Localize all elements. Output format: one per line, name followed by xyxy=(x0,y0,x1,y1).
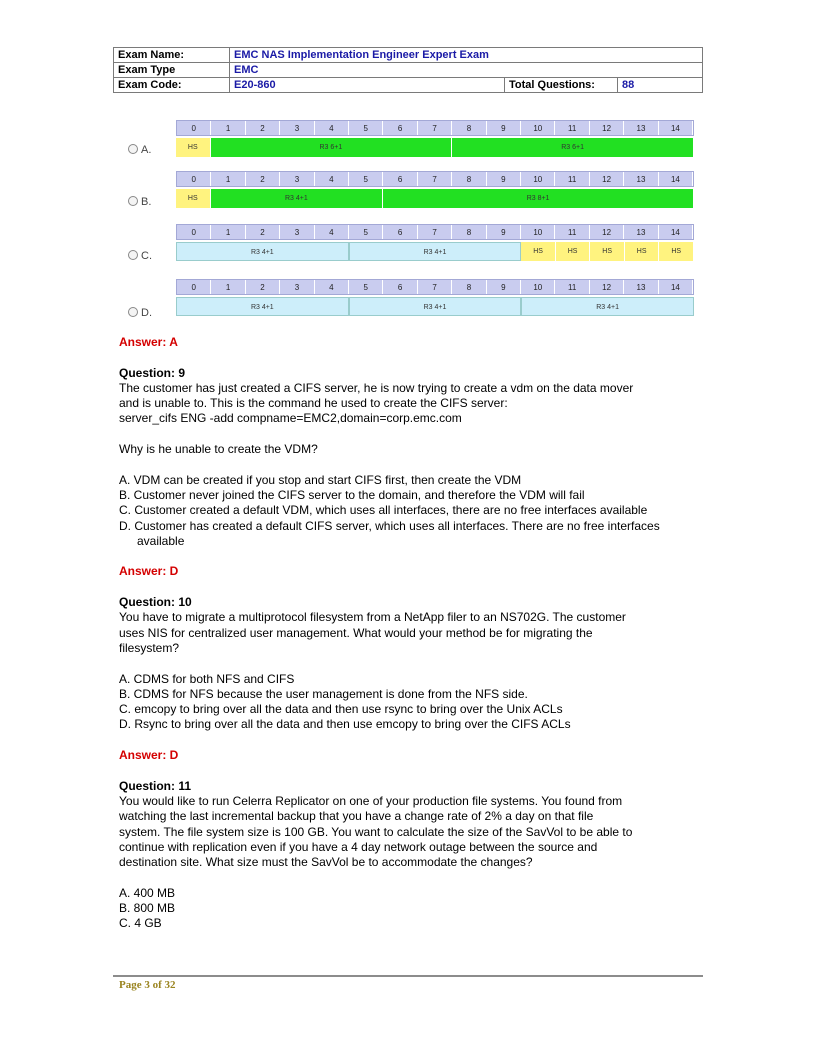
disk-number-cell: 5 xyxy=(349,121,383,135)
disk-number-cell: 6 xyxy=(383,172,417,186)
option-a-radio[interactable] xyxy=(128,144,151,156)
raid-layout-diagram-b xyxy=(176,171,694,208)
question-10-line-2: uses NIS for centralized user management. What would your method be for migrating the xyxy=(119,625,593,640)
hot-spare-segment: HS xyxy=(590,242,625,261)
exam-header-table xyxy=(113,47,703,93)
question-10-option-a: A. CDMS for both NFS and CIFS xyxy=(119,671,295,686)
disk-number-cell: 8 xyxy=(452,172,486,186)
raid-group-segment: R3 4+1 xyxy=(176,297,349,316)
raid-group-segment: R3 4+1 xyxy=(521,297,694,316)
disk-number-cell: 1 xyxy=(211,280,245,294)
raid-group-row xyxy=(176,297,694,316)
disk-number-cell: 6 xyxy=(383,225,417,239)
disk-number-cell: 4 xyxy=(315,225,349,239)
disk-number-cell: 2 xyxy=(246,121,280,135)
disk-number-cell: 7 xyxy=(418,225,452,239)
raid-group-segment: R3 4+1 xyxy=(349,297,522,316)
raid-layout-diagram-a xyxy=(176,120,694,157)
question-10-option-d: D. Rsync to bring over all the data and then use emcopy to bring over the CIFS ACLs xyxy=(119,717,571,732)
disk-number-cell: 4 xyxy=(315,172,349,186)
disk-number-cell: 13 xyxy=(624,280,658,294)
question-11-title: Question: 11 xyxy=(119,778,192,793)
raid-group-segment: R3 6+1 xyxy=(452,138,694,157)
disk-number-cell: 12 xyxy=(590,225,624,239)
disk-number-cell: 12 xyxy=(590,280,624,294)
question-10-line-1: You have to migrate a multiprotocol filesystem from a NetApp filer to an NS702G. The customer xyxy=(119,610,626,625)
answer-10: Answer: D xyxy=(119,748,179,763)
disk-number-cell: 9 xyxy=(487,280,521,294)
option-d-label: D. xyxy=(141,307,152,319)
answer-9: Answer: D xyxy=(119,564,179,579)
raid-group-row xyxy=(176,189,694,208)
question-11-line-2: watching the last incremental backup that you have a change rate of 2% a day on that file xyxy=(119,809,594,824)
disk-number-cell: 7 xyxy=(418,172,452,186)
disk-number-cell: 6 xyxy=(383,121,417,135)
question-10-title: Question: 10 xyxy=(119,595,192,610)
disk-number-cell: 10 xyxy=(521,172,555,186)
disk-number-cell: 0 xyxy=(177,121,211,135)
hot-spare-segment: HS xyxy=(625,242,660,261)
disk-number-cell: 11 xyxy=(555,172,589,186)
question-10-line-3: filesystem? xyxy=(119,640,180,655)
disk-number-cell: 14 xyxy=(659,121,693,135)
hot-spare-segment: HS xyxy=(521,242,556,261)
question-9-title: Question: 9 xyxy=(119,365,186,380)
disk-number-cell: 1 xyxy=(211,121,245,135)
question-9-ask: Why is he unable to create the VDM? xyxy=(119,442,318,457)
disk-number-cell: 7 xyxy=(418,280,452,294)
radio-icon xyxy=(128,196,138,206)
question-11-option-a: A. 400 MB xyxy=(119,885,176,900)
question-9-line-1: The customer has just created a CIFS server, he is now trying to create a vdm on the data mover xyxy=(119,380,634,395)
hot-spare-segment: HS xyxy=(176,138,211,157)
disk-number-row xyxy=(176,120,694,136)
disk-number-cell: 13 xyxy=(624,172,658,186)
raid-layout-diagram-d xyxy=(176,279,694,316)
radio-icon xyxy=(128,250,138,260)
raid-group-row xyxy=(176,242,694,261)
disk-number-cell: 11 xyxy=(555,280,589,294)
footer-divider xyxy=(113,975,703,977)
option-c-radio[interactable] xyxy=(128,250,152,262)
question-11-line-3: system. The file system size is 100 GB. You want to calculate the size of the SavVol to be able to xyxy=(119,824,633,839)
radio-icon xyxy=(128,144,138,154)
exam-code-label: Exam Code: xyxy=(114,78,230,93)
disk-number-cell: 10 xyxy=(521,225,555,239)
disk-number-cell: 5 xyxy=(349,225,383,239)
disk-number-cell: 13 xyxy=(624,225,658,239)
disk-number-cell: 2 xyxy=(246,280,280,294)
question-10-option-b: B. CDMS for NFS because the user management is done from the NFS side. xyxy=(119,686,528,701)
total-questions-label: Total Questions: xyxy=(505,78,618,93)
question-body xyxy=(119,335,703,932)
disk-number-cell: 3 xyxy=(280,172,314,186)
disk-number-cell: 1 xyxy=(211,225,245,239)
radio-icon xyxy=(128,307,138,317)
disk-number-cell: 0 xyxy=(177,225,211,239)
question-9-option-c: C. Customer created a default VDM, which uses all interfaces, there are no free interfaces available xyxy=(119,503,648,518)
disk-number-cell: 0 xyxy=(177,172,211,186)
raid-group-segment: R3 4+1 xyxy=(176,242,349,261)
question-11-line-4: continue with replication even if you have a 4 day network outage between the source and xyxy=(119,839,598,854)
disk-number-cell: 14 xyxy=(659,280,693,294)
disk-number-cell: 3 xyxy=(280,280,314,294)
hot-spare-segment: HS xyxy=(556,242,591,261)
disk-number-cell: 11 xyxy=(555,121,589,135)
disk-number-cell: 11 xyxy=(555,225,589,239)
disk-number-cell: 8 xyxy=(452,225,486,239)
disk-number-cell: 9 xyxy=(487,172,521,186)
exam-type-label: Exam Type xyxy=(114,63,230,78)
disk-number-cell: 1 xyxy=(211,172,245,186)
hot-spare-segment: HS xyxy=(176,189,211,208)
disk-number-cell: 12 xyxy=(590,121,624,135)
disk-number-cell: 4 xyxy=(315,280,349,294)
question-11-line-1: You would like to run Celerra Replicator on one of your production file systems. You found from xyxy=(119,793,623,808)
raid-layout-diagram-c xyxy=(176,224,694,261)
option-b-radio[interactable] xyxy=(128,196,151,208)
disk-number-cell: 14 xyxy=(659,225,693,239)
question-11-option-b: B. 800 MB xyxy=(119,900,176,915)
question-9-option-a: A. VDM can be created if you stop and start CIFS first, then create the VDM xyxy=(119,472,522,487)
disk-number-cell: 13 xyxy=(624,121,658,135)
disk-number-cell: 2 xyxy=(246,225,280,239)
disk-number-cell: 4 xyxy=(315,121,349,135)
total-questions-value: 88 xyxy=(618,78,703,93)
disk-number-row xyxy=(176,224,694,240)
raid-group-segment: R3 6+1 xyxy=(211,138,453,157)
exam-type-value: EMC xyxy=(230,63,703,78)
option-a-label: A. xyxy=(141,144,152,156)
disk-number-cell: 9 xyxy=(487,121,521,135)
exam-name-value: EMC NAS Implementation Engineer Expert Exam xyxy=(230,48,703,63)
page-number: Page 3 of 32 xyxy=(119,979,176,991)
disk-number-cell: 14 xyxy=(659,172,693,186)
disk-number-cell: 8 xyxy=(452,121,486,135)
raid-group-segment: R3 8+1 xyxy=(383,189,694,208)
disk-number-row xyxy=(176,279,694,295)
disk-number-cell: 3 xyxy=(280,121,314,135)
exam-name-label: Exam Name: xyxy=(114,48,230,63)
option-d-radio[interactable] xyxy=(128,307,152,319)
disk-number-cell: 8 xyxy=(452,280,486,294)
disk-number-cell: 5 xyxy=(349,172,383,186)
raid-group-segment: R3 4+1 xyxy=(349,242,522,261)
disk-number-cell: 7 xyxy=(418,121,452,135)
question-11-line-5: destination site. What size must the SavVol be to accommodate the changes? xyxy=(119,855,533,870)
question-10-option-c: C. emcopy to bring over all the data and then use rsync to bring over the Unix ACLs xyxy=(119,702,563,717)
hot-spare-segment: HS xyxy=(659,242,694,261)
disk-number-cell: 12 xyxy=(590,172,624,186)
disk-number-cell: 2 xyxy=(246,172,280,186)
exam-code-value: E20-860 xyxy=(230,78,505,93)
answer-8: Answer: A xyxy=(119,335,178,349)
question-9-line-2: and is unable to. This is the command he used to create the CIFS server: xyxy=(119,396,508,411)
option-c-label: C. xyxy=(141,250,152,262)
disk-number-cell: 6 xyxy=(383,280,417,294)
question-9-line-3: server_cifs ENG -add compname=EMC2,domain=corp.emc.com xyxy=(119,411,462,426)
disk-number-cell: 3 xyxy=(280,225,314,239)
option-b-label: B. xyxy=(141,196,152,208)
disk-number-cell: 10 xyxy=(521,280,555,294)
disk-number-cell: 0 xyxy=(177,280,211,294)
disk-number-cell: 9 xyxy=(487,225,521,239)
raid-group-row xyxy=(176,138,694,157)
question-9-option-d: D. Customer has created a default CIFS server, which uses all interfaces. There are no free interfaces available xyxy=(119,518,660,548)
question-11-option-c: C. 4 GB xyxy=(119,916,162,931)
disk-number-cell: 10 xyxy=(521,121,555,135)
disk-number-row xyxy=(176,171,694,187)
raid-group-segment: R3 4+1 xyxy=(211,189,384,208)
question-9-option-b: B. Customer never joined the CIFS server to the domain, and therefore the VDM will fail xyxy=(119,487,585,502)
disk-number-cell: 5 xyxy=(349,280,383,294)
